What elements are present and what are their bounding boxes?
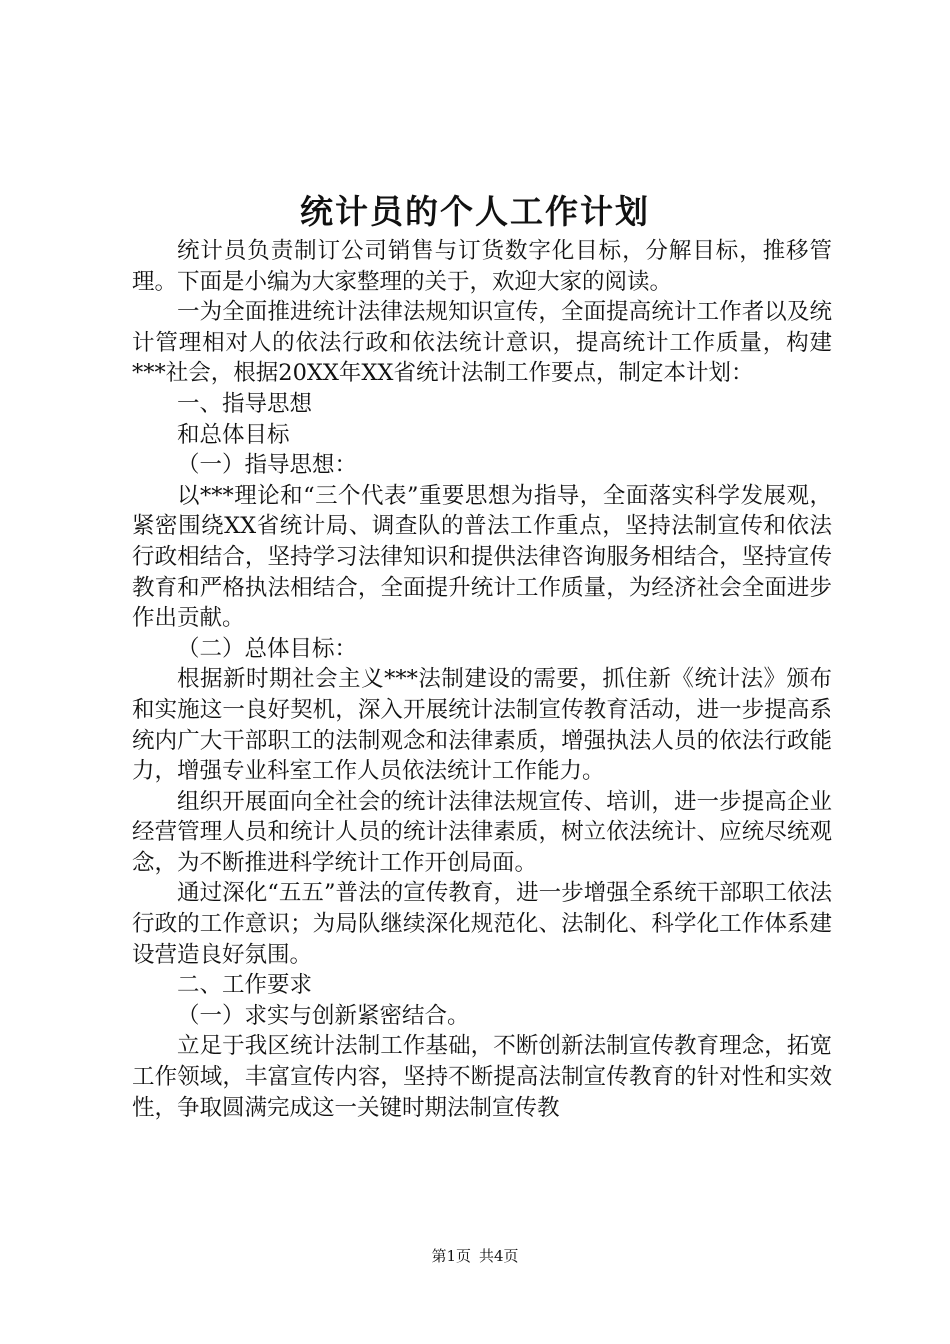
section-heading-1: 一、指导思想 [177,390,313,417]
paragraph-overall-goal-2: 组织开展面向全社会的统计法律法规宣传、培训，进一步提高企业经营管理人员和统计人员的统计法律素质，树立依法统计、应统尽统观念，为不断推进科学统计工作开创局面。 [132,788,832,876]
subsection-heading-1-1: （一）指导思想： [177,452,358,479]
paragraph-overall-goal-1: 根据新时期社会主义***法制建设的需要，抓住新《统计法》颁布和实施这一良好契机，深入开展统计法制宣传教育活动，进一步提高系统内广大干部职工的法制观念和法律素质，增强执法人员的依法行政能力，增强专业科室工作人员依法统计工作能力。 [132,666,832,785]
subsection-heading-1-2: （二）总体目标： [177,635,358,662]
paragraph-guiding-thought: 以***理论和“三个代表”重要思想为指导，全面落实科学发展观，紧密围绕XX省统计局、调查队的普法工作重点，坚持法制宣传和依法行政相结合，坚持学习法律知识和提供法律咨询服务相结合，坚持宣传教育和严格执法相结合，全面提升统计工作质量，为经济社会全面进步作出贡献。 [132,482,832,632]
paragraph-intro: 统计员负责制订公司销售与订货数字化目标，分解目标，推移管理。下面是小编为大家整理的关于，欢迎大家的阅读。 [132,238,832,295]
page-total: 共4页 [479,1247,519,1265]
section-heading-2: 二、工作要求 [177,972,313,999]
page-number: 第1页 [431,1247,471,1265]
paragraph-requirement-1: 立足于我区统计法制工作基础，不断创新法制宣传教育理念，拓宽工作领域，丰富宣传内容，坚持不断提高法制宣传教育的针对性和实效性，争取圆满完成这一关键时期法制宣传教 [132,1033,832,1121]
document-body [132,236,832,1123]
paragraph-overall-goal-3: 通过深化“五五”普法的宣传教育，进一步增强全系统干部职工依法行政的工作意识；为局队继续深化规范化、法制化、科学化工作体系建设营造良好氛围。 [132,880,832,968]
subsection-heading-2-1: （一）求实与创新紧密结合。 [177,1002,470,1029]
document-title: 统计员的个人工作计划 [300,192,650,231]
paragraph-purpose: 一为全面推进统计法律法规知识宣传，全面提高统计工作者以及统计管理相对人的依法行政和依法统计意识，提高统计工作质量，构建***社会，根据20XX年XX省统计法制工作要点，制定本计划： [132,299,832,387]
section-heading-1-cont: 和总体目标 [177,421,290,448]
page-footer [0,1245,950,1266]
